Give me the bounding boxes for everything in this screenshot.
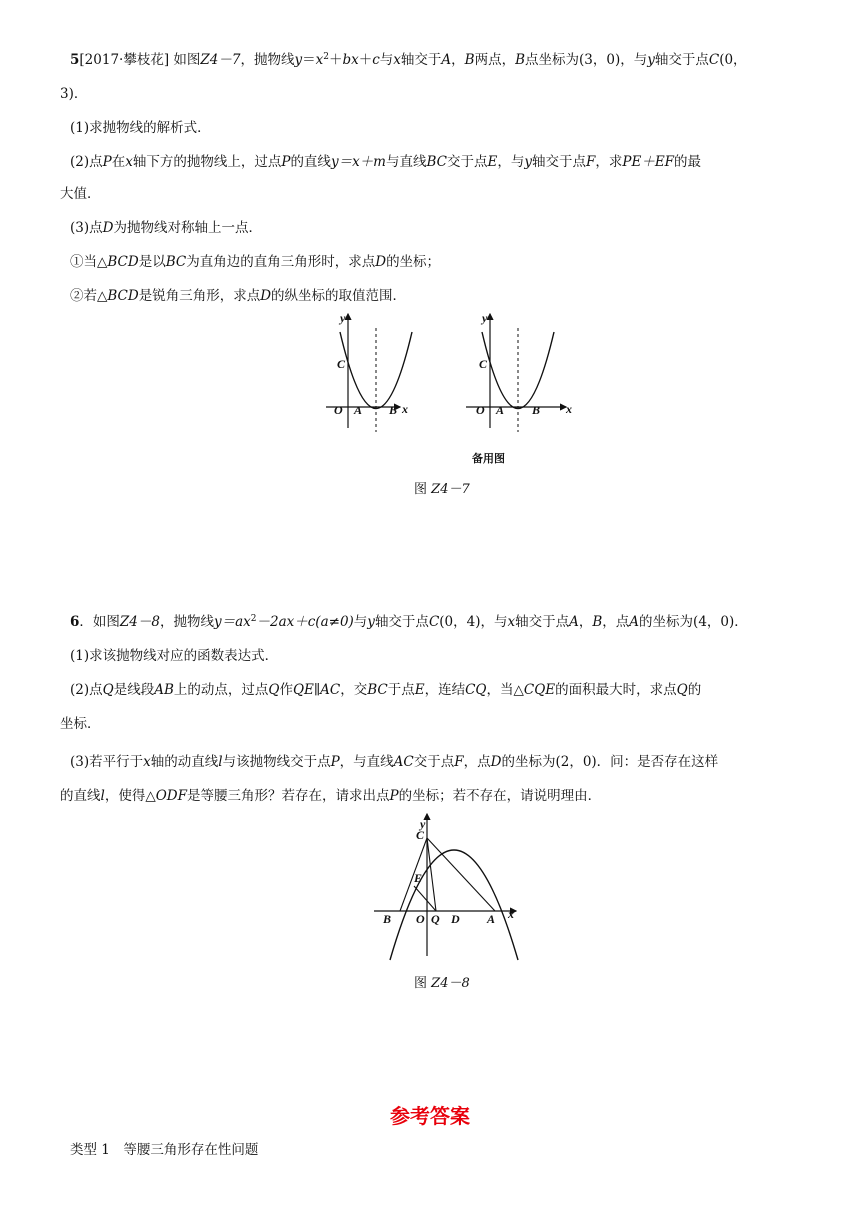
- math: bx: [342, 52, 359, 68]
- text: 的直线: [60, 788, 101, 804]
- text: 轴交于点: [532, 154, 586, 170]
- math: E: [414, 682, 425, 698]
- text: ，使得△: [104, 788, 156, 804]
- math: CQ: [465, 682, 487, 698]
- math: x: [393, 52, 401, 68]
- text: 轴交于点: [374, 614, 429, 630]
- q5-sub1: [70, 252, 440, 272]
- text: 的坐标为(2，0)．问：是否存在这样: [501, 754, 719, 770]
- text: 图: [414, 482, 428, 497]
- text: 的坐标为(4，0)．: [639, 614, 748, 630]
- math: x: [143, 754, 151, 770]
- figure-caption-z4-8: [414, 972, 470, 991]
- q5-stem-line2: 3)．: [60, 86, 88, 102]
- text: 点坐标为(3，0)，与: [525, 52, 648, 68]
- math: y: [647, 52, 655, 68]
- q6-number: 6: [70, 614, 80, 630]
- label-a: A: [487, 912, 496, 926]
- q5-part1: (1)求抛物线的解析式．: [70, 120, 211, 136]
- label-o: O: [334, 403, 343, 417]
- label-y: y: [482, 311, 488, 325]
- text: ，: [451, 52, 465, 68]
- math: c: [372, 52, 380, 68]
- figure-z4-7-spare: [462, 310, 572, 430]
- label-y: y: [420, 817, 426, 831]
- q6-part3-line2: [60, 786, 601, 806]
- text: ，抛物线: [159, 614, 214, 630]
- text: 两点，: [474, 52, 516, 68]
- text: ，与: [497, 154, 525, 170]
- math: －2ax＋c(a≠0): [256, 614, 354, 630]
- text: 为抛物线对称轴上一点．: [113, 220, 262, 236]
- label-c: C: [479, 357, 488, 371]
- label-o: O: [476, 403, 485, 417]
- figure-z4-7-main: [318, 310, 408, 430]
- text: (3)若平行于: [70, 754, 144, 770]
- text: 是以: [138, 254, 166, 270]
- math: AC: [393, 754, 414, 770]
- math: y: [294, 52, 303, 68]
- text: 与该抛物线交于点: [222, 754, 331, 770]
- math: x: [315, 52, 324, 68]
- math: x: [125, 154, 133, 170]
- math-sup: 2: [323, 52, 329, 62]
- math: BC: [367, 682, 388, 698]
- text: 轴交于点: [654, 52, 709, 68]
- text: 的坐标；若不存在，请说明理由．: [398, 788, 602, 804]
- math: B: [464, 52, 475, 68]
- math: ODF: [155, 788, 187, 804]
- math: P: [102, 154, 112, 170]
- math: A: [569, 614, 579, 630]
- math: B: [592, 614, 603, 630]
- text: 与直线: [385, 154, 427, 170]
- text: Z4－8: [431, 976, 470, 991]
- text: ，当△: [486, 682, 524, 698]
- text: 是锐角三角形，求点: [138, 288, 261, 304]
- text: 于点: [387, 682, 415, 698]
- math: E: [487, 154, 498, 170]
- text: 轴的动直线: [150, 754, 219, 770]
- text: Z4－7: [431, 482, 470, 497]
- math: BC: [426, 154, 447, 170]
- math-sup: 2: [250, 614, 257, 624]
- label-x: x: [566, 402, 572, 416]
- math: Q: [676, 682, 688, 698]
- math: D: [375, 254, 387, 270]
- q5-stem-line1: [70, 50, 747, 70]
- text: ，: [578, 614, 593, 630]
- math: l: [100, 788, 105, 804]
- q5-number: 5: [70, 52, 80, 68]
- math: D: [260, 288, 272, 304]
- text: (0，4)，与: [439, 614, 508, 630]
- text: (3)点: [70, 220, 103, 236]
- math: y: [367, 614, 375, 630]
- q6-stem: [70, 612, 748, 632]
- text: 交于点: [447, 154, 488, 170]
- math: B: [515, 52, 525, 68]
- math: A: [441, 52, 452, 68]
- math: PE＋EF: [622, 154, 675, 170]
- answers-title: 参考答案: [390, 1104, 470, 1128]
- text: 的纵坐标的取值范围．: [271, 288, 407, 304]
- label-q: Q: [431, 912, 440, 926]
- math: A: [629, 614, 640, 630]
- text: 是线段: [113, 682, 155, 698]
- text: 交于点: [413, 754, 455, 770]
- segment-cq: [427, 838, 436, 911]
- label-x: x: [508, 907, 514, 921]
- math: y＝x＋m: [330, 154, 386, 170]
- spare-figure-caption: 备用图: [472, 452, 505, 465]
- math: QE∥AC: [292, 682, 341, 698]
- text: 的: [687, 682, 702, 698]
- text: 上的动点，过点: [173, 682, 269, 698]
- q5-part3: [70, 218, 262, 238]
- text: (0，: [719, 52, 747, 68]
- text: ，抛物线: [240, 52, 295, 68]
- math: ＋: [358, 52, 373, 68]
- label-y: y: [340, 311, 346, 325]
- math: D: [490, 754, 502, 770]
- math: CQE: [523, 682, 556, 698]
- answers-type1: 类型 1 等腰三角形存在性问题: [70, 1142, 259, 1158]
- q5-part2-line2: 大值．: [60, 186, 101, 202]
- q5-sub2: [70, 286, 406, 306]
- label-b: B: [532, 403, 541, 417]
- segment-qe: [414, 886, 436, 911]
- label-e: E: [414, 871, 423, 885]
- math: Q: [268, 682, 280, 698]
- label-o: O: [416, 912, 425, 926]
- text: (2)点: [70, 154, 103, 170]
- math: BCD: [107, 288, 139, 304]
- label-b: B: [383, 912, 392, 926]
- label-a: A: [496, 403, 505, 417]
- label-d: D: [451, 912, 460, 926]
- text: ，连结: [424, 682, 466, 698]
- q6-part1: (1)求该抛物线对应的函数表达式．: [70, 648, 279, 664]
- text: ②若△: [70, 288, 108, 304]
- math: BCD: [107, 254, 139, 270]
- math: AB: [154, 682, 174, 698]
- label-x: x: [402, 402, 408, 416]
- text: ①当△: [70, 254, 108, 270]
- q6-part2-line1: [70, 680, 701, 700]
- text: 为直角边的直角三角形时，求点: [186, 254, 376, 270]
- figure-caption-z4-7: [414, 478, 470, 497]
- text: 轴交于点: [515, 614, 570, 630]
- text: 轴交于: [400, 52, 442, 68]
- text: 的直线: [290, 154, 331, 170]
- text: 的最: [674, 154, 702, 170]
- math: C: [708, 52, 720, 68]
- text: (2)点: [70, 682, 103, 698]
- text: ．如图: [79, 614, 120, 630]
- math: P: [389, 788, 399, 804]
- text: 与: [353, 614, 368, 630]
- text: ，点: [602, 614, 630, 630]
- math: ＋: [328, 52, 343, 68]
- math: y＝ax: [213, 614, 251, 630]
- text: 的面积最大时，求点: [555, 682, 677, 698]
- label-c: C: [337, 357, 346, 371]
- label-a: A: [354, 403, 363, 417]
- text: 在: [111, 154, 126, 170]
- text: ，求: [595, 154, 623, 170]
- q6-part3-line1: [70, 752, 718, 772]
- math: x: [507, 614, 516, 630]
- text: ，交: [340, 682, 368, 698]
- text: 作: [279, 682, 293, 698]
- text: 与: [379, 52, 394, 68]
- math: F: [586, 154, 596, 170]
- math: BC: [165, 254, 187, 270]
- figure-ref: Z4－7: [200, 52, 241, 68]
- figure-z4-8: [370, 810, 530, 960]
- q6-part2-line2: 坐标．: [60, 716, 101, 732]
- label-b: B: [389, 403, 398, 417]
- math: F: [454, 754, 464, 770]
- figure-ref: Z4－8: [119, 614, 160, 630]
- text: 如图: [173, 52, 201, 68]
- q5-part2-line1: [70, 152, 701, 172]
- math: ＝: [302, 52, 316, 68]
- math: l: [218, 754, 223, 770]
- text: ，点: [463, 754, 491, 770]
- text: ，与直线: [339, 754, 394, 770]
- text: 的坐标；: [386, 254, 441, 270]
- text: 轴下方的抛物线上，过点: [132, 154, 282, 170]
- text: 是等腰三角形？若存在，请求出点: [186, 788, 390, 804]
- text: 图: [414, 976, 428, 991]
- math: C: [428, 614, 440, 630]
- label-c: C: [416, 828, 425, 842]
- math: D: [102, 220, 114, 236]
- math: y: [524, 154, 532, 170]
- math: Q: [102, 682, 114, 698]
- math: P: [330, 754, 340, 770]
- math: P: [281, 154, 291, 170]
- q5-source: [2017·攀枝花]: [79, 52, 170, 68]
